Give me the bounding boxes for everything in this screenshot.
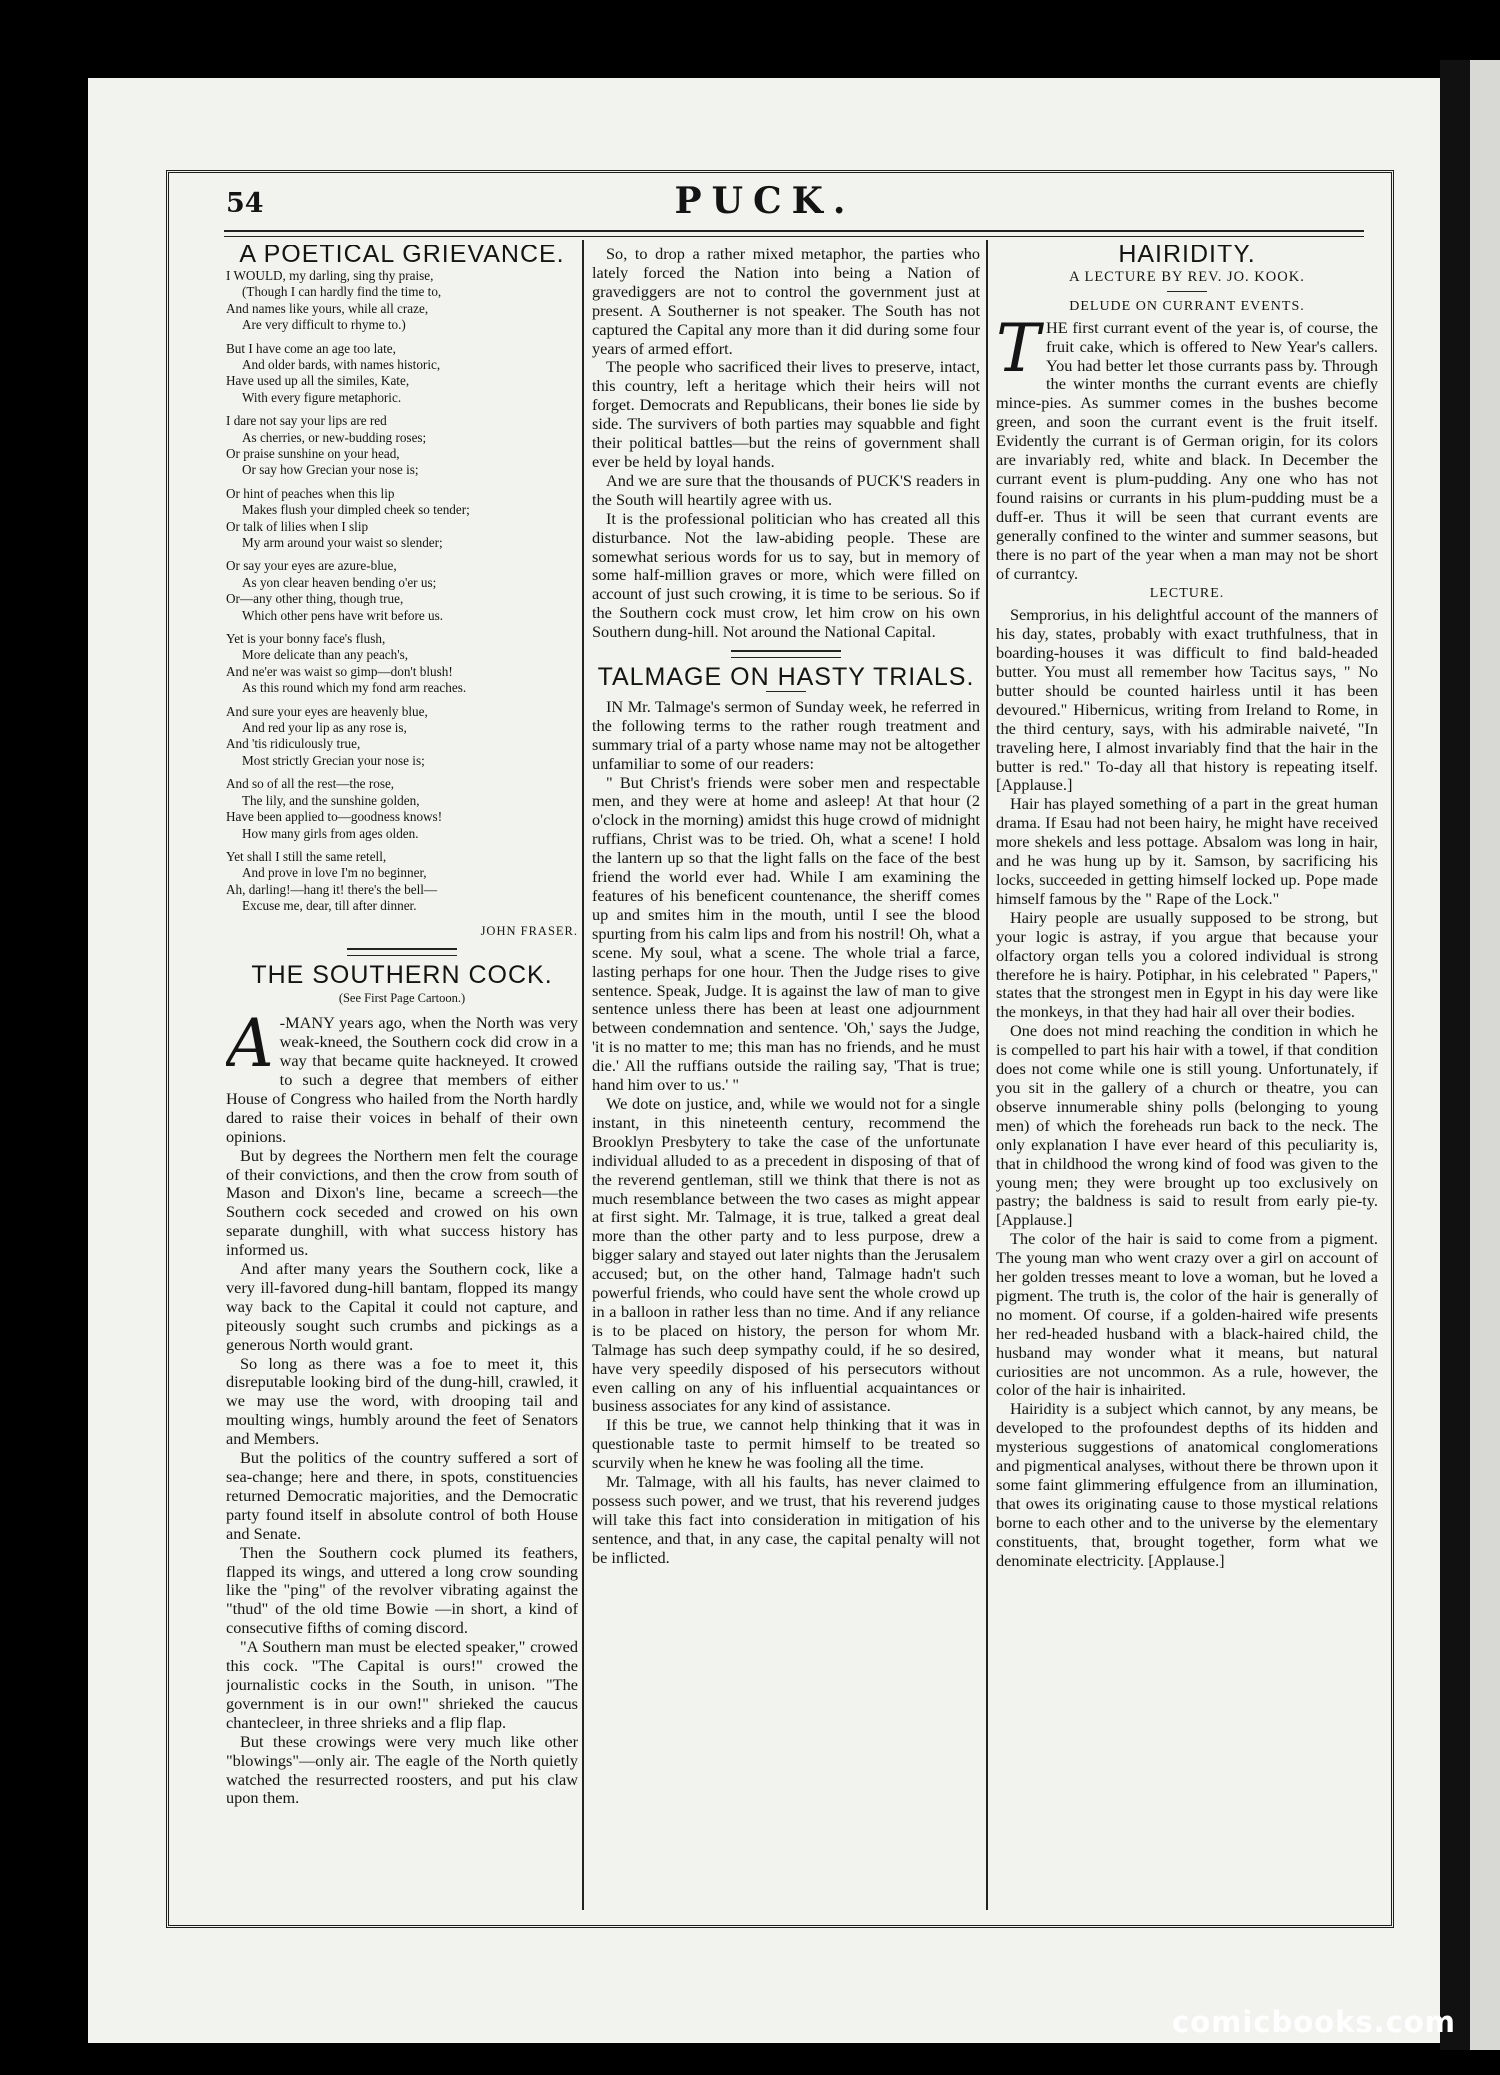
poem-line: Are very difficult to rhyme to.) <box>242 317 406 333</box>
drop-cap: T <box>996 309 1041 387</box>
poem-title: A POETICAL GRIEVANCE. <box>239 245 565 268</box>
watermark: comicbooks.com <box>1172 2005 1456 2039</box>
poem-line: How many girls from ages olden. <box>242 825 419 841</box>
poem-stanza <box>226 704 578 770</box>
poem-stanza <box>226 558 578 624</box>
article-body <box>996 606 1378 1570</box>
poem-line: I WOULD, my darling, sing thy praise, <box>226 267 434 283</box>
paragraph: Semprorius, in his delightful account of the manners of his day, states, probably with exact truthfulness, that in boarding-houses it was difficult to find bald-headed butter. You must all remember how Tacitus says, " No butter should be counted hairless until it has been devoured." Hibernicus, writing from Ireland to Rome, in the third century, says, with his admirable naiveté, "In traveling here, I almost invariably find that the hair in the butter is red." To-day all that history is repeating itself. [Applause.] <box>996 605 1378 795</box>
first-paragraph-text: -MANY years ago, when the North was very weak-kneed, the Southern cock did crow in a way that became quite hackneyed. It crowed to such a degree that members of either House of Congress who hailed from the North hardly dared to raise their voices in behalf of their own opinions. <box>226 1013 578 1146</box>
poem-line: But I have come an age too late, <box>226 340 396 356</box>
poem-line: And 'tis ridiculously true, <box>226 736 361 752</box>
binding-gutter <box>1440 60 1470 2050</box>
section-heading: DELUDE ON CURRANT EVENTS. <box>1069 298 1305 314</box>
poem-line: Or say your eyes are azure-blue, <box>226 558 397 574</box>
article-title: HAIRIDITY. <box>1118 245 1256 268</box>
poem-line: Yet shall I still the same retell, <box>226 848 387 864</box>
poem-line: (Though I can hardly find the time to, <box>242 284 442 300</box>
poem-line: And red your lip as any rose is, <box>242 720 407 736</box>
paragraph: But the politics of the country suffered a sort of sea-change; here and there, in spots, constituencies returned Democratic majorities, and the Democratic party found itself in absolute control of both House and Senate. <box>226 1448 578 1543</box>
poem-line: And so of all the rest—the rose, <box>226 776 395 792</box>
article-first-paragraph <box>226 1005 578 1146</box>
paragraph: The people who sacrificed their lives to preserve, intact, this country, left a heritage which their heirs will not forget. Democrats and Republicans, their bones lie side by side. The survivers of both parties may squabble and fight their political battles—but the reins of government shall ever be held by loyal hands. <box>592 357 980 471</box>
column-rule <box>582 240 584 1910</box>
short-rule <box>1167 291 1207 292</box>
poem-line: My arm around your waist so slender; <box>242 535 443 550</box>
paragraph: Then the Southern cock plumed its feathers, flapped its wings, and uttered a long crow sounding like the "ping" of the revolver vibrating against the "thud" of the old time Bowie —in short, a kind of consecutive fifths of coming discord. <box>226 1542 578 1638</box>
poem-stanza <box>226 486 578 552</box>
poem-line: And sure your eyes are heavenly blue, <box>226 703 428 719</box>
poem-line: Most strictly Grecian your nose is; <box>242 752 425 768</box>
section-separator <box>347 948 457 956</box>
section-separator <box>731 650 841 658</box>
poem-line: And ne'er was waist so gimp—don't blush! <box>226 663 453 679</box>
article-subtitle: (See First Page Cartoon.) <box>338 991 466 1006</box>
paragraph: IN Mr. Talmage's sermon of Sunday week, he referred in the following terms to the rather rough treatment and summary trial of a party whose name may not be altogether unfamiliar to some of our readers: <box>592 696 980 773</box>
poem-stanza <box>226 849 578 915</box>
poem-line: And older bards, with names historic, <box>242 356 441 372</box>
poem-line: Or talk of lilies when I slip <box>226 518 369 534</box>
article-first-paragraph <box>996 309 1378 584</box>
article-continuation <box>592 245 980 642</box>
paragraph: The color of the hair is said to come from a pigment. The young man who went crazy over a girl on account of her golden tresses meant to love a woman, but he loved a pigment. The truth is, the color of the hair is generally of no moment. Of course, if a golden-haired wife presents her red-headed husband with a black-haired child, the husband may wonder what it means, but natural curiosities are not uncommon. As a rule, however, the color of the hair is inhairited. <box>996 1229 1378 1400</box>
masthead: PUCK. <box>674 180 856 222</box>
page-number: 54 <box>226 188 264 219</box>
poem-stanza <box>226 413 578 479</box>
poem-line: With every figure metaphoric. <box>242 389 402 405</box>
column-middle <box>592 245 980 1905</box>
poem-line: Which other pens have writ before us. <box>242 607 444 623</box>
paragraph: And we are sure that the thousands of PUCK'S readers in the South will heartily agree with us. <box>592 470 980 509</box>
poem-line: As this round which my fond arm reaches. <box>242 680 467 696</box>
poem-line: Yet is your bonny face's flush, <box>226 631 386 647</box>
poem-line: As yon clear heaven bending o'er us; <box>242 574 437 590</box>
poem-line: Have used up all the similes, Kate, <box>226 373 410 389</box>
paragraph: And after many years the Southern cock, like a very ill-favored dung-hill bantam, flopped its mangy way back to the Capital it could not capture, and piteously sought such crumbs and pickings as a generous North would grant. <box>226 1259 578 1354</box>
column-rule <box>986 240 988 1910</box>
poem-stanza <box>226 631 578 697</box>
paragraph: We dote on justice, and, while we would not for a single instant, in this nineteenth century, recommend the Brooklyn Presbytery to take the case of the unfortunate individual alluded to as a precedent in disposing of that of the reverend gentleman, still we think that there is not as much resemblance between the two cases as might appear at first sight. Mr. Talmage, it is true, talked a great deal more than the other party and to less purpose, drew a bigger salary and stayed out later nights than the Jerusalem accused; but, on the other hand, Talmage hadn't such powerful friends, who could have sent the whole crowd up in a balloon in rather less than no time. And if any reliance is to be placed on history, the person for whom Mr. Talmage has such deep sympathy could, if he so desired, have very speedily disposed of his persecutors without even calling on any of his influential acquaintances or business associates for any kind of assistance. <box>592 1093 980 1416</box>
poem-line: And names like yours, while all craze, <box>226 300 429 316</box>
poem-line: Or—any other thing, though true, <box>226 591 404 607</box>
poem-line: Or say how Grecian your nose is; <box>242 462 419 478</box>
first-paragraph-text: HE first currant event of the year is, of course, the fruit cake, which is offered to New Year's callers. You had better let those currants pass by. Through the winter months the currant events are chiefly mince-pies. As summer comes in the bushes become green, and soon the currant event is the fruit itself. Evidently the currant is of German origin, for its colors are invariably red, white and black. In December the currant event is plum-pudding. Any one who has not found raisins or currants in his plum-pudding must be a duff-er. Thus it will be seen that currant events are generally confined to the winter and summer seasons, but there is no part of the year when a man may not be short of currantcy. <box>996 317 1378 583</box>
poem-stanza <box>226 341 578 407</box>
paragraph: Mr. Talmage, with all his faults, has never claimed to possess such power, and we trust, that his reverend judges will take this fact into consideration in mitigation of his sentence, and that, in any case, the capital penalty will not be inflicted. <box>592 1472 980 1567</box>
poem-line: Excuse me, dear, till after dinner. <box>242 898 417 914</box>
poem-line: Or praise sunshine on your head, <box>226 445 400 461</box>
poem-signature: JOHN FRASER. <box>480 923 578 938</box>
paragraph: So, to drop a rather mixed metaphor, the parties who lately forced the Nation into being a Nation of gravediggers are not to control the government just at present. A Southerner is not speaker. The South has not captured the Capital any more than it did during some four years of armed effort. <box>592 245 980 358</box>
poem-line: And prove in love I'm no beginner, <box>242 865 427 881</box>
poem-line: More delicate than any peach's, <box>242 647 409 663</box>
facing-page-edge <box>1470 60 1500 2050</box>
poem-line: Makes flush your dimpled cheek so tender; <box>242 502 470 518</box>
poem-line: Or hint of peaches when this lip <box>226 485 395 501</box>
paragraph: Hairy people are usually supposed to be strong, but your logic is astray, if you argue that because your olfactory organ tells you a colored individual is strong therefore he is hairy. Potiphar, in his celebrated " Papers," states that the strongest men in Egypt in his day were like the monkeys, in that they had hair all over their bodies. <box>996 907 1378 1022</box>
paragraph: One does not mind reaching the condition in which he is compelled to part his hair with a towel, if that condition does not come while one is still young. Unfortunately, if you sit in the gallery of a church or theatre, you can observe innumerable shiny polls (belonging to young men) of which the foreheads run back to the neck. The only explanation I have ever heard of this peculiarity is, that in childhood the wrong kind of food was given to the young men; they were brought up too exclusively on pastry; the baldness is said to result from early pie-ty. [Applause.] <box>996 1021 1378 1230</box>
column-right <box>996 245 1378 1905</box>
paragraph: Hairidity is a subject which cannot, by any means, be developed to the profoundest depths of its hidden and mysterious suggestions of anatomical conglomerations and pigmentical analyses, without there be thrown upon it some faint glimmering effulgence from an illumination, that owes its originating cause to those mystical relations borne to each other and to the universe by the elementary constituents, that, brought together, form what we denominate electricity. [Applause.] <box>996 1399 1378 1570</box>
paragraph: " But Christ's friends were sober men and respectable men, and they were at home and asleep! At that hour (2 o'clock in the morning) amidst this huge crowd of midnight ruffians, Christ was to be tried. Oh, what a scene! I hold the lantern up so that the light falls on the face of the best friend the world ever had. While I am examining the features of his beneficent countenance, the sheriff comes up and smites him in the mouth, until I see the blood spurting from his calm lips and from his nostril! Oh, what a scene. My soul, what a scene. The whole trial a farce, lasting perhaps for one hour. Then the Judge rises to give sentence. Speak, Judge. It is against the law of man to give sentence unless there has been at least one adjournment between condemnation and sentence. 'Oh,' says the Judge, 'it is no matter to me; this man has no friends, and he must die.' All the ruffians outside the railing say, 'That is true; hand him over to us.' " <box>592 772 980 1095</box>
article-title: TALMAGE ON HASTY TRIALS. <box>597 663 975 692</box>
paragraph: If this be true, we cannot help thinking that it was in questionable taste to permit himself to be treated so scurvily when he knew he was fooling all the time. <box>592 1415 980 1473</box>
paragraph: But by degrees the Northern men felt the courage of their convictions, and then the crow from south of Mason and Dixon's line, became a screech—the Southern cock seceded and crowed on his own separate dunghill, with what success history has informed us. <box>226 1145 578 1260</box>
poem-line: The lily, and the sunshine golden, <box>242 792 420 808</box>
column-left <box>226 245 578 1905</box>
poem-line: As cherries, or new-budding roses; <box>242 429 427 445</box>
poem-body <box>226 268 578 915</box>
poem-line: I dare not say your lips are red <box>226 413 387 429</box>
paragraph: It is the professional politician who has created all this disturbance. Not the law-abiding people. These are somewhat serious words for us to say, but in memory of some half-million graves or more, which were filled on account of just such crowing, it is time to be serious. So if the Southern cock must crow, let him crow on his own Southern dung-hill. Not around the National Capital. <box>592 508 980 642</box>
short-rule <box>766 691 806 692</box>
header-rule <box>224 230 1364 237</box>
poem-line: Ah, darling!—hang it! there's the bell— <box>226 881 438 897</box>
article-body <box>226 1147 578 1809</box>
paragraph: So long as there was a foe to meet it, this disreputable looking bird of the dung-hill, crawled, it we may use the word, with drooping tail and moulting wings, humbly around the feet of Senators and Members. <box>226 1353 578 1449</box>
paragraph: But these crowings were very much like other "blowings"—only air. The eagle of the North quietly watched the resurrected roosters, and put his claw upon them. <box>226 1731 578 1808</box>
drop-cap: A <box>226 1005 274 1083</box>
poem-stanza <box>226 268 578 334</box>
paragraph: Hair has played something of a part in the great human drama. If Esau had not been hairy, he might have received more shekels and less pottage. Absalom was long in hair, and he was hung up by it. Samson, by sacrificing his locks, succeeded in getting himself locked up. Pope made himself famous by the " Rape of the Lock." <box>996 794 1378 908</box>
article-body <box>592 698 980 1568</box>
article-title: THE SOUTHERN COCK. <box>251 961 553 990</box>
paragraph: "A Southern man must be elected speaker," crowed this cock. "The Capital is ours!" crowed the journalistic cocks in the South, in unison. "The government is in our own!" shrieked the caucus chantecleer, in three shrieks and a flip flap. <box>226 1637 578 1732</box>
poem-stanza <box>226 776 578 842</box>
section-heading: LECTURE. <box>1149 586 1225 602</box>
poem-line: Have been applied to—goodness knows! <box>226 809 443 825</box>
article-byline: A LECTURE BY REV. JO. KOOK. <box>1069 268 1305 285</box>
